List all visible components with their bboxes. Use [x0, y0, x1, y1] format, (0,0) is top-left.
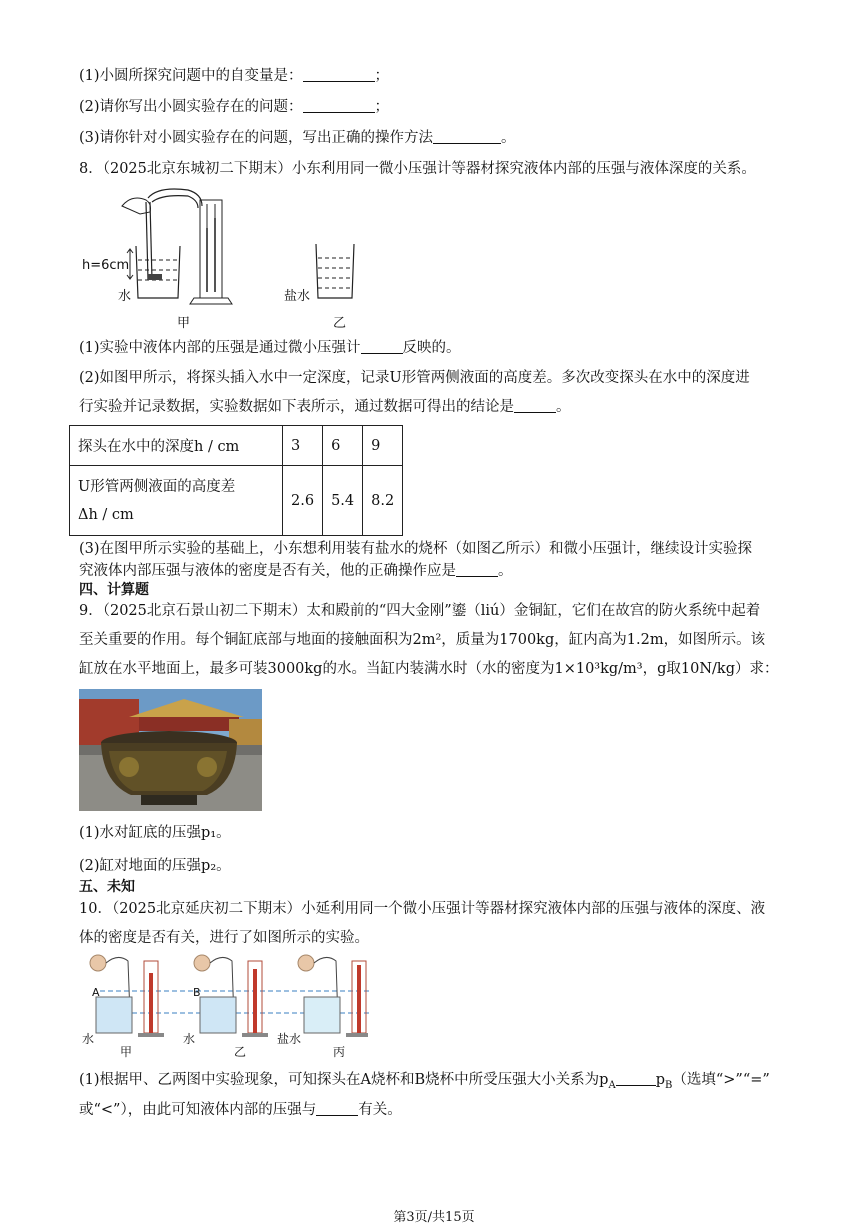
- table-cell: 6: [323, 426, 363, 466]
- answer-blank: [361, 338, 403, 354]
- q8-sub3-line1: (3)在图甲所示实验的基础上，小东想利用装有盐水的烧杯（如图乙所示）和微小压强计，继续设计实验探: [79, 541, 753, 557]
- q8-sub2-line1: (2)如图甲所示，将探头插入水中一定深度，记录U形管两侧液面的高度差。多次改变探头在水中的深度进: [79, 370, 750, 386]
- q7-sub1: [79, 66, 389, 86]
- data-table: [69, 425, 403, 536]
- q10-sub1-line1: [79, 1070, 770, 1096]
- label-beaker-b: B: [193, 986, 201, 999]
- section-heading-4: 四、计算题: [79, 582, 149, 598]
- q7-sub3-end: 。: [501, 130, 516, 146]
- q7-sub3-text: (3)请你针对小圆实验存在的问题，写出正确的操作方法: [79, 130, 434, 146]
- q7-sub3: [79, 128, 516, 148]
- row-label-depth: 探头在水中的深度h / cm: [70, 426, 283, 466]
- answer-blank: [514, 397, 556, 413]
- q8-sub2-text: 行实验并记录数据，实验数据如下表所示，通过数据可得出的结论是: [79, 399, 514, 415]
- q8-sub3-line2: [79, 561, 513, 581]
- answer-blank: [433, 128, 501, 144]
- q7-sub2-end: ；: [374, 99, 390, 115]
- table-cell: 8.2: [363, 466, 403, 536]
- table-row: [70, 426, 403, 466]
- q10-line1: 10．（2025北京延庆初二下期末）小延利用同一个微小压强计等器材探究液体内部的压强与液体的深度、液: [79, 901, 766, 917]
- q9-sub1: (1)水对缸底的压强p₁。: [79, 825, 231, 841]
- label-water: 水: [118, 289, 132, 304]
- q9-line3: 缸放在水平地面上，最多可装3000kg的水。当缸内装满水时（水的密度为1×10³kg/m³，g取10N/kg）求：: [79, 661, 779, 677]
- q8-sub3-end: 。: [498, 563, 513, 579]
- label-beaker-a: A: [92, 986, 100, 999]
- q10-sub1-choice: （选填“>”“=”: [672, 1072, 770, 1088]
- row-label-line2: Δh / cm: [78, 506, 134, 523]
- q10-line2: 体的密度是否有关，进行了如图所示的实验。: [79, 930, 369, 946]
- answer-blank: [316, 1100, 358, 1116]
- subscript-a: A: [608, 1079, 616, 1091]
- subscript-b: B: [664, 1079, 673, 1091]
- q10-sub1-text2: 或“<”），由此可知液体内部的压强与: [79, 1102, 317, 1118]
- answer-blank: [616, 1070, 656, 1086]
- caption-yi: 乙: [333, 316, 347, 331]
- label-salt-water: 盐水: [284, 289, 311, 304]
- q8-sub2-line2: [79, 397, 571, 417]
- table-cell: 2.6: [283, 466, 323, 536]
- q10-sub1-end: 有关。: [358, 1102, 402, 1118]
- table-row: [70, 466, 403, 536]
- table-cell: 3: [283, 426, 323, 466]
- label-liquid-1: 水: [82, 1032, 95, 1046]
- label-liquid-3: 盐水: [277, 1032, 302, 1046]
- q7-sub1-end: ；: [374, 68, 390, 84]
- answer-blank: [303, 97, 375, 113]
- q9-line2: 至关重要的作用。每个铜缸底部与地面的接触面积为2m²，质量为1700kg，缸内高为1.2m，如图所示。该: [79, 632, 766, 648]
- caption-jia: 甲: [177, 316, 191, 331]
- figure-yi: [314, 240, 358, 302]
- q7-sub2-text: (2)请你写出小圆实验存在的问题：: [79, 99, 303, 115]
- section-heading-5: 五、未知: [79, 879, 135, 895]
- figure-three-setups: [80, 953, 370, 1043]
- q8-sub3-text: 究液体内部压强与液体的密度是否有关，他的正确操作应是: [79, 563, 456, 579]
- bronze-vat-photo: [79, 689, 262, 811]
- q8-stem: 8．（2025北京东城初二下期末）小东利用同一微小压强计等器材探究液体内部的压强与液体深度的关系。: [79, 161, 756, 177]
- q7-sub2: [79, 97, 389, 117]
- label-liquid-2: 水: [183, 1032, 196, 1046]
- page-footer: 第3页/共15页: [393, 1210, 475, 1225]
- table-cell: 9: [363, 426, 403, 466]
- caption-fig-2: 乙: [234, 1045, 247, 1059]
- q10-sub1-line2: [79, 1100, 402, 1120]
- caption-fig-3: 丙: [333, 1045, 346, 1059]
- answer-blank: [456, 561, 498, 577]
- q8-sub2-end: 。: [556, 399, 571, 415]
- q7-sub1-text: (1)小圆所探究问题中的自变量是：: [79, 68, 303, 84]
- caption-fig-1: 甲: [120, 1045, 133, 1059]
- q8-sub1-end: 反映的。: [402, 340, 461, 356]
- answer-blank: [303, 66, 375, 82]
- q8-sub1: [79, 338, 461, 358]
- q9-sub2: (2)缸对地面的压强p₂。: [79, 858, 231, 874]
- q9-line1: 9．（2025北京石景山初二下期末）太和殿前的“四大金刚”鎏（liú）金铜缸，它们在故宫的防火系统中起着: [79, 603, 761, 619]
- label-h: h=6cm: [82, 258, 130, 273]
- q10-sub1-text: (1)根据甲、乙两图中实验现象，可知探头在A烧杯和B烧杯中所受压强大小关系为p: [79, 1072, 609, 1088]
- symbol-p: p: [655, 1072, 665, 1088]
- row-label-line1: U形管两侧液面的高度差: [78, 478, 236, 495]
- row-label-height-diff: [70, 466, 283, 536]
- table-cell: 5.4: [323, 466, 363, 536]
- q8-sub1-text: (1)实验中液体内部的压强是通过微小压强计: [79, 340, 361, 356]
